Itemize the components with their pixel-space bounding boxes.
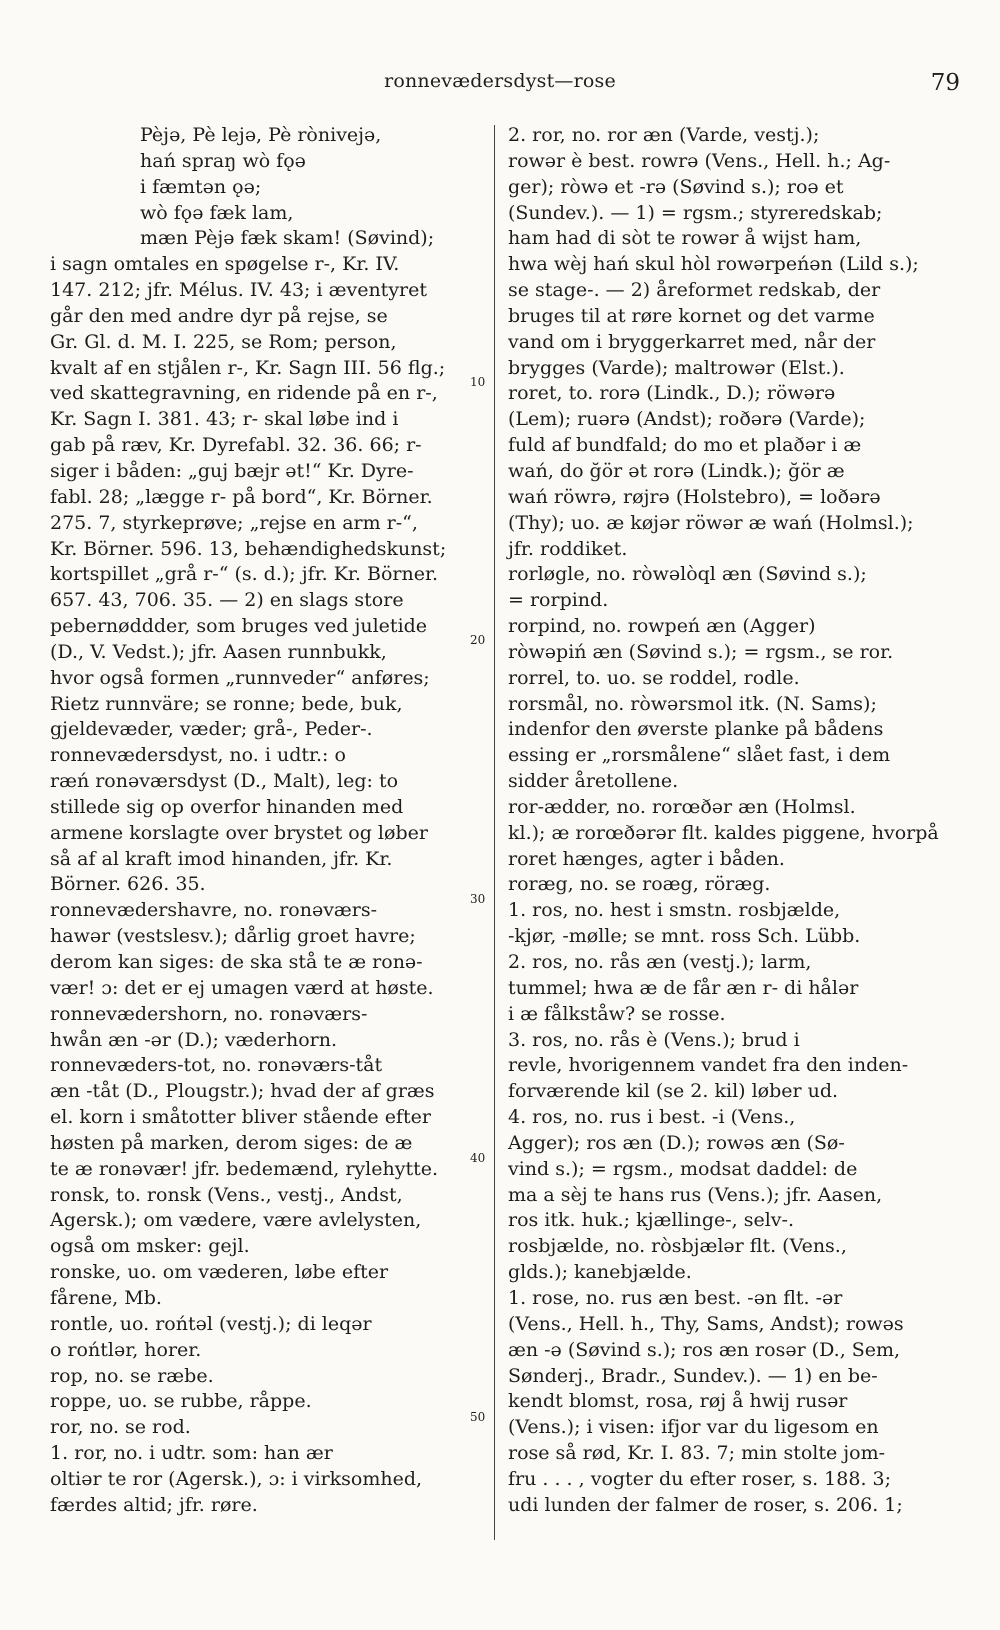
text-line: udi lunden der falmer de roser, s. 206. 1; [508,1493,903,1516]
text-line: ros itk. huk.; kjællinge-, selv-. [508,1209,794,1232]
text-line: = rorpind. [508,589,609,612]
text-line: (Sundev.). — 1) = rgsm.; styreredskab; [508,201,883,224]
text-line: Agersk.); om vædere, være avlelysten, [50,1209,422,1232]
text-line: fårene, Mb. [50,1286,162,1309]
text-line: jfr. roddiket. [508,537,628,560]
text-line: rontle, uo. rońtəl (vestj.); di leqər [50,1312,372,1335]
text-line: oltiər te ror (Agersk.), ɔ: i virksomhed, [50,1467,423,1490]
text-line: stillede sig op overfor hinanden med [50,795,404,818]
text-line: glds.); kanebjælde. [508,1261,692,1284]
text-line: ror, no. se rod. [50,1416,191,1439]
text-line: 275. 7, styrkeprøve; „rejse en arm r-“, [50,511,418,534]
text-line: forværende kil (se 2. kil) løber ud. [508,1080,839,1103]
text-line: se stage-. — 2) åreformet redskab, der [508,279,881,302]
text-line: ronnevædershorn, no. ronəværs- [50,1002,368,1025]
text-line: wań röwrə, røjrə (Holstebro), = loðərə [508,485,881,508]
text-line: æn -tåt (D., Plougstr.); hvad der af græs [50,1080,435,1103]
text-line: o rońtlər, horer. [50,1338,202,1361]
text-line: (Lem); ruərə (Andst); roðərə (Varde); [508,408,866,431]
text-line: derom kan siges: de ska stå te æ ronə- [50,951,423,973]
text-line: pebernøddder, som bruges ved juletide [50,615,428,638]
text-line: rosbjælde, no. ròsbjælər flt. (Vens., [508,1235,847,1258]
text-line: ham had di sòt te rowər å wijst ham, [508,227,862,250]
text-line: hwa wèj hań skul hòl rowərpeńən (Lild s.); [508,253,919,276]
text-line: færdes altid; jfr. røre. [50,1493,258,1516]
text-line: hań spraŋ wò fǫə [140,149,306,172]
text-line: ma a sèj te hans rus (Vens.); jfr. Aasen, [508,1183,883,1206]
text-line: 1. ros, no. hest i smstn. rosbjælde, [508,899,841,922]
text-line: går den med andre dyr på rejse, se [50,304,388,327]
text-line: bruges til at røre kornet og det varme [508,304,875,327]
text-line: gab på ræv, Kr. Dyrefabl. 32. 36. 66; r- [50,434,422,457]
text-line: ger); ròwə et -rə (Søvind s.); roə et [508,175,844,198]
text-line: vand om i bryggerkarret med, når der [508,330,876,353]
text-line: wań, do ğör ət rorə (Lindk.); ğör æ [508,459,845,482]
text-line: kendt blomst, rosa, røj å hwij rusər [508,1390,848,1413]
text-line: brygges (Varde); maltrowər (Elst.). [508,356,845,379]
text-line: mæn Pèjə fæk skam! (Søvind); [140,227,435,250]
text-line: fabl. 28; „lægge r- på bord“, Kr. Börner. [50,485,433,508]
text-line: 4. ros, no. rus i best. -i (Vens., [508,1106,796,1129]
text-line: Rietz runnväre; se ronne; bede, buk, [50,692,403,715]
text-line: ved skattegravning, en ridende på en r-, [50,382,438,405]
text-line: 1. ror, no. i udtr. som: han ær [50,1442,333,1465]
text-line: rose så rød, Kr. I. 83. 7; min stolte jom- [508,1442,886,1465]
text-line: ronnevædershavre, no. ronəværs- [50,899,378,922]
line-number-margin: 50 [470,1410,486,1424]
text-line: vind s.); = rgsm., modsat daddel: de [508,1157,858,1180]
text-line: rorløgle, no. ròwəlòql æn (Søvind s.); [508,563,867,586]
text-line: Gr. Gl. d. M. I. 225, se Rom; person, [50,330,397,353]
text-line: Agger); ros æn (D.); rowəs æn (Sø- [508,1131,845,1154]
text-line: ronnevædersdyst, no. i udtr.: o [50,744,346,767]
text-line: ròwəpiń æn (Søvind s.); = rgsm., se ror. [508,640,894,663]
text-line: 2. ros, no. rås æn (vestj.); larm, [508,951,812,973]
right-column [508,123,960,1519]
text-line: rorsmål, no. ròwərsmol itk. (N. Sams); [508,692,877,715]
running-header: ronnevædersdyst—rose [384,70,616,92]
text-line: (Vens.); i visen: ifjor var du ligesom en [508,1416,879,1439]
text-line: siger i båden: „guj bæjr ət!“ Kr. Dyre- [50,459,414,482]
text-line: fuld af bundfald; do mo et plaðər i æ [508,434,862,457]
text-line: hwån æn -ər (D.); væderhorn. [50,1028,338,1051]
text-line: gjeldevæder, væder; grå-, Peder-. [50,718,373,741]
text-line: 3. ros, no. rås è (Vens.); brud i [508,1028,800,1051]
text-line: rop, no. se ræbe. [50,1364,214,1387]
text-line: ronsk, to. ronsk (Vens., vestj., Andst, [50,1183,403,1206]
text-line: i æ fålkståw? se rosse. [508,1002,726,1025]
column-divider [494,125,495,1540]
text-line: rowər è best. rowrə (Vens., Hell. h.; Ag- [508,149,891,172]
text-line: (Thy); uo. æ køjər röwər æ wań (Holmsl.); [508,511,914,534]
text-line: æn -ə (Søvind s.); ros æn rosər (D., Sem, [508,1338,901,1361]
text-line: ror-ædder, no. rorœðər æn (Holmsl. [508,795,856,818]
line-number-margin: 30 [470,892,486,906]
line-number-margin: 20 [470,633,486,647]
text-line: 1. rose, no. rus æn best. -ən flt. -ər [508,1286,843,1309]
text-line: vær! ɔ: det er ej umagen værd at høste. [50,976,434,999]
text-line: 2. ror, no. ror æn (Varde, vestj.); [508,124,820,146]
text-line: 657. 43, 706. 35. — 2) en slags store [50,589,404,612]
text-line: høsten på marken, derom siges: de æ [50,1131,413,1154]
text-line: -kjør, -mølle; se mnt. ross Sch. Lübb. [508,925,861,948]
line-number-margin: 40 [470,1151,486,1165]
text-line: Börner. 626. 35. [50,873,206,896]
page-number: 79 [930,70,960,96]
text-line: i fæmtən ǫə; [140,175,262,198]
text-line: tummel; hwa æ de får æn r- di hålər [508,976,859,999]
text-line: kl.); æ rorœðərər flt. kaldes piggene, hvorpå [508,821,939,844]
text-line: hvor også formen „runnveder“ anføres; [50,666,430,689]
text-line: ræń ronəværsdyst (D., Malt), leg: to [50,770,399,793]
text-line: (D., V. Vedst.); jfr. Aasen runnbukk, [50,640,387,663]
text-line: Kr. Sagn I. 381. 43; r- skal løbe ind i [50,408,399,431]
text-line: roret hænges, agter i båden. [508,847,785,870]
text-line: sidder åretollene. [508,770,679,793]
line-number-margin: 10 [470,375,486,389]
text-line: kortspillet „grå r-“ (s. d.); jfr. Kr. Börner. [50,563,439,586]
text-line: rorpind, no. rowpeń æn (Agger) [508,615,816,638]
text-line: ronske, uo. om væderen, løbe efter [50,1261,389,1284]
text-line: Sønderj., Bradr., Sundev.). — 1) en be- [508,1364,878,1387]
text-line: hawər (vestslesv.); dårlig groet havre; [50,925,416,948]
text-line: fru . . . , vogter du efter roser, s. 188. 3; [508,1467,892,1490]
text-line: (Vens., Hell. h., Thy, Sams, Andst); rowəs [508,1312,904,1335]
text-line: roppe, uo. se rubbe, råppe. [50,1390,312,1413]
left-column [50,123,482,1519]
text-line: ronnevæders-tot, no. ronəværs-tåt [50,1054,383,1077]
text-line: roret, to. rorə (Lindk., D.); röwərə [508,382,836,405]
text-line: Pèjə, Pè lejə, Pè rònivejə, [140,124,382,146]
text-line: armene korslagte over brystet og løber [50,821,428,844]
text-line: 147. 212; jfr. Mélus. IV. 43; i æventyret [50,279,428,302]
text-line: så af al kraft imod hinanden, jfr. Kr. [50,847,393,870]
text-line: kvalt af en stjålen r-, Kr. Sagn III. 56 flg.; [50,356,446,379]
text-line: wò fǫə fæk lam, [140,201,294,224]
text-line: te æ ronəvær! jfr. bedemænd, rylehytte. [50,1157,438,1180]
text-line: også om msker: gejl. [50,1235,250,1258]
text-line: i sagn omtales en spøgelse r-, Kr. IV. [50,253,400,276]
text-line: indenfor den øverste planke på bådens [508,718,884,741]
text-line: rorrel, to. uo. se roddel, rodle. [508,666,800,689]
text-line: Kr. Börner. 596. 13, behændighedskunst; [50,537,447,560]
text-line: el. korn i småtotter bliver stående efter [50,1106,431,1129]
text-line: roræg, no. se roæg, röræg. [508,873,771,896]
text-line: revle, hvorigennem vandet fra den inden- [508,1054,909,1077]
text-line: essing er „rorsmålene“ slået fast, i dem [508,744,891,767]
